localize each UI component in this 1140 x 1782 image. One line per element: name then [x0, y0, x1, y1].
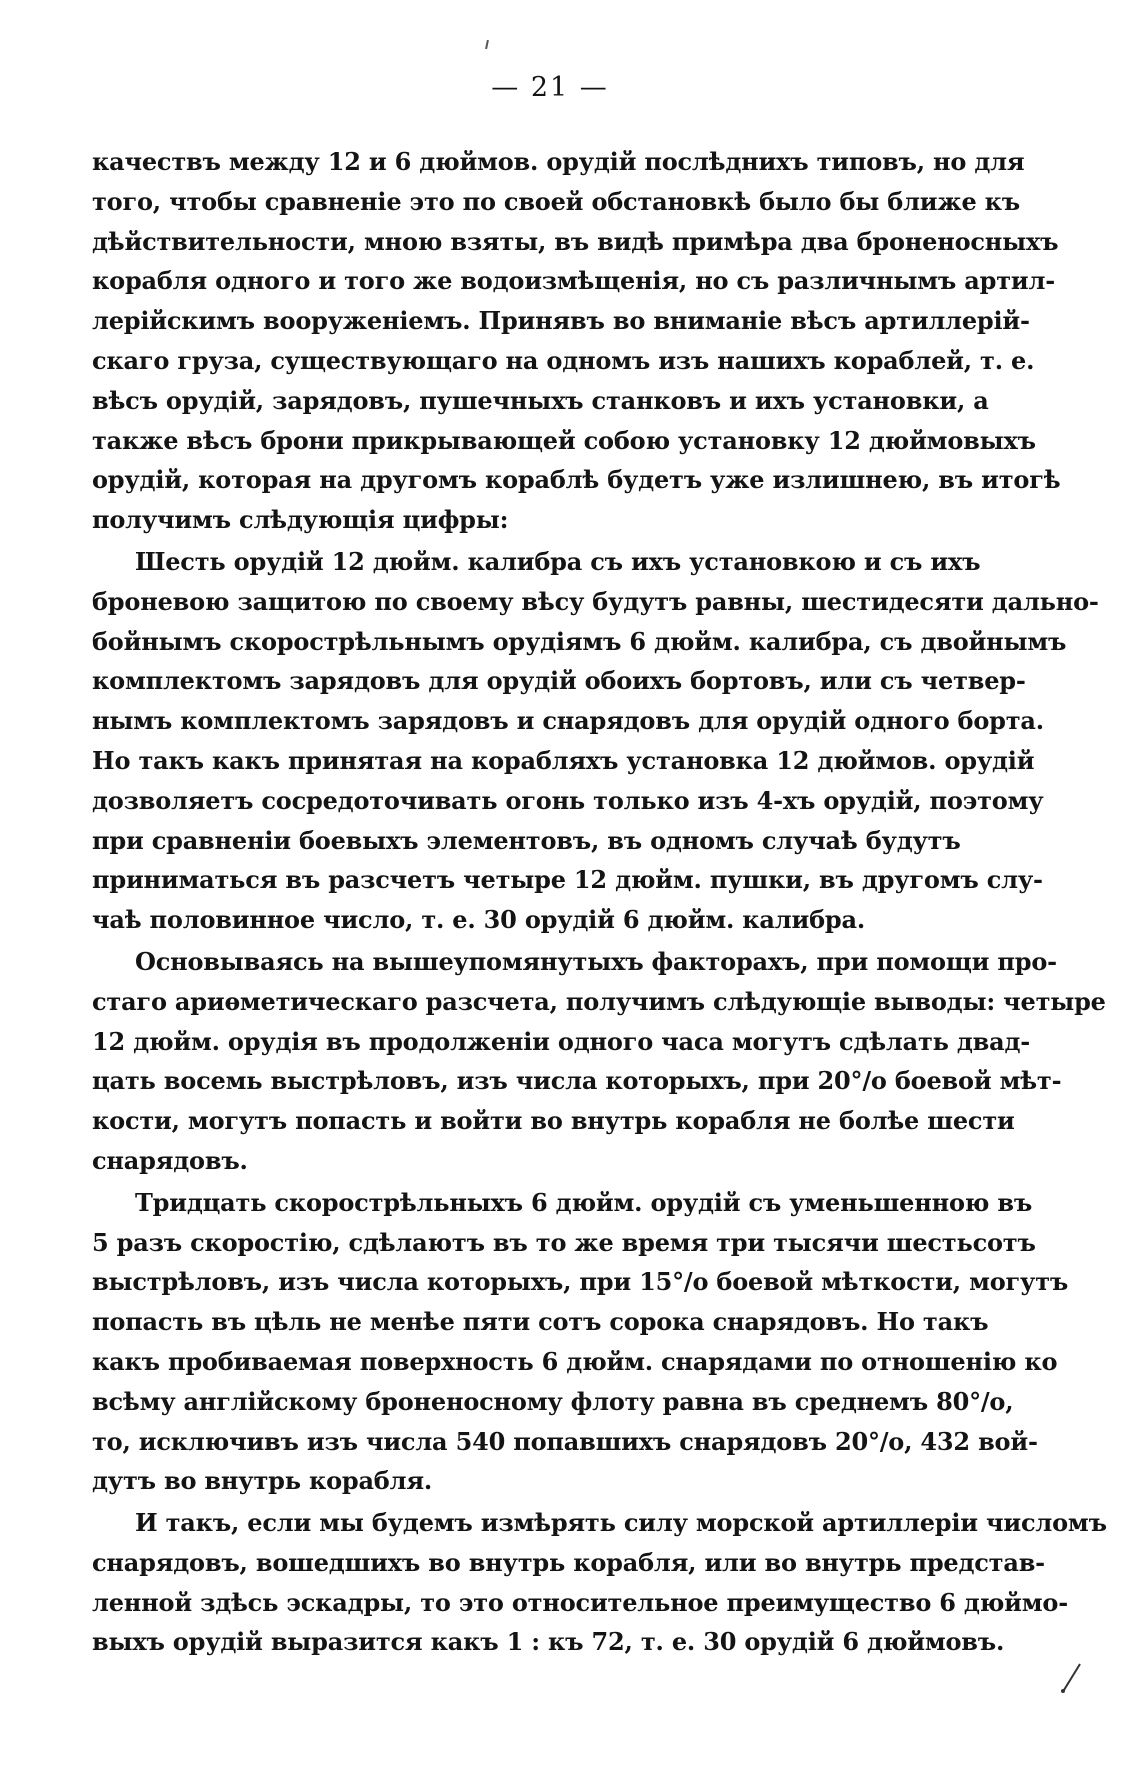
paragraph-5: [92, 1503, 1107, 1662]
text-line: Основываясь на вышеупомянутыхъ факторахъ, при помощи про-: [135, 946, 1057, 976]
text-line: скаго груза, существующаго на одномъ изъ нашихъ кораблей, т. е.: [92, 345, 1035, 375]
text-line: комплектомъ зарядовъ для орудій обоихъ бортовъ, или съ четвер-: [92, 666, 1026, 696]
body-text: [92, 142, 1107, 1662]
text-line: нымъ комплектомъ зарядовъ и снарядовъ для орудій одного борта.: [92, 706, 1044, 736]
text-line: 5 разъ скоростію, сдѣлаютъ въ то же время три тысячи шестьсотъ: [92, 1227, 1036, 1257]
text-line: Шесть орудій 12 дюйм. калибра съ ихъ установкою и съ ихъ: [135, 546, 981, 576]
paragraph-3: [92, 942, 1106, 1181]
page-number: — 21 —: [491, 72, 609, 103]
text-line: лерійскимъ вооруженіемъ. Принявъ во вниманіе вѣсъ артиллерій-: [92, 306, 1030, 336]
text-line: корабля одного и того же водоизмѣщенія, но съ различнымъ артил-: [92, 266, 1055, 296]
text-line: дозволяетъ сосредоточивать огонь только изъ 4-хъ орудій, поэтому: [92, 785, 1044, 815]
text-line: того, чтобы сравненіе это по своей обстановкѣ было бы ближе къ: [92, 186, 1021, 216]
text-line: ленной здѣсь эскадры, то это относительное преимущество 6 дюймо-: [92, 1587, 1068, 1617]
paragraph-1: [92, 142, 1061, 540]
text-line: кости, могутъ попасть и войти во внутрь корабля не болѣе шести: [92, 1106, 1015, 1136]
text-line: Но такъ какъ принятая на корабляхъ установка 12 дюймов. орудій: [92, 745, 1035, 775]
text-line: броневою защитою по своему вѣсу будутъ равны, шестидесяти дально-: [92, 586, 1099, 616]
text-line: орудій, которая на другомъ кораблѣ будетъ уже излишнею, въ итогѣ: [92, 465, 1061, 495]
text-line: чаѣ половинное число, т. е. 30 орудій 6 дюйм. калибра.: [92, 905, 865, 935]
text-line: И такъ, если мы будемъ измѣрять силу морской артиллеріи числомъ: [135, 1508, 1107, 1538]
ink-smudge-mark: [1060, 1660, 1082, 1694]
text-line: качествъ между 12 и 6 дюймов. орудій послѣднихъ типовъ, но для: [92, 147, 1025, 176]
text-line: снарядовъ, вошедшихъ во внутрь корабля, или во внутрь представ-: [92, 1547, 1045, 1577]
text-line: какъ пробиваемая поверхность 6 дюйм. снарядами по отношенію ко: [92, 1346, 1058, 1376]
print-speck-mark: [485, 40, 489, 49]
text-line: бойнымъ скорострѣльнымъ орудіямъ 6 дюйм. калибра, съ двойнымъ: [92, 626, 1067, 656]
text-line: то, исключивъ изъ числа 540 попавшихъ снарядовъ 20°/o, 432 вой-: [92, 1426, 1038, 1456]
paragraph-2: [92, 542, 1099, 940]
text-line: выхъ орудій выразится какъ 1 : къ 72, т. е. 30 орудій 6 дюймовъ.: [92, 1627, 1005, 1657]
text-line: Тридцать скорострѣльныхъ 6 дюйм. орудій съ уменьшенною въ: [135, 1187, 1033, 1217]
text-line: выстрѣловъ, изъ числа которыхъ, при 15°/o боевой мѣткости, могутъ: [92, 1267, 1069, 1297]
text-line: также вѣсъ брони прикрывающей собою установку 12 дюймовыхъ: [92, 425, 1036, 455]
text-line: при сравненіи боевыхъ элементовъ, въ одномъ случаѣ будутъ: [92, 825, 961, 855]
text-line: дѣйствительности, мною взяты, въ видѣ примѣра два броненосныхъ: [92, 226, 1059, 256]
text-line: всѣму англійскому броненосному флоту равна въ среднемъ 80°/o,: [92, 1386, 1014, 1416]
text-line: приниматься въ разсчетъ четыре 12 дюйм. пушки, въ другомъ слу-: [92, 865, 1043, 895]
paragraph-4: [92, 1183, 1069, 1501]
text-line: вѣсъ орудій, зарядовъ, пушечныхъ станковъ и ихъ установки, а: [92, 385, 989, 415]
text-line: снарядовъ.: [92, 1145, 248, 1175]
text-line: дутъ во внутрь корабля.: [92, 1466, 433, 1496]
text-line: попасть въ цѣль не менѣе пяти сотъ сорока снарядовъ. Но такъ: [92, 1307, 989, 1337]
text-line: получимъ слѣдующія цифры:: [92, 505, 509, 535]
text-line: 12 дюйм. орудія въ продолженіи одного часа могутъ сдѣлать двад-: [92, 1026, 1031, 1056]
text-line: цать восемь выстрѣловъ, изъ числа которыхъ, при 20°/o боевой мѣт-: [92, 1066, 1062, 1096]
text-line: стаго ариѳметическаго разсчета, получимъ слѣдующіе выводы: четыре: [92, 986, 1106, 1016]
